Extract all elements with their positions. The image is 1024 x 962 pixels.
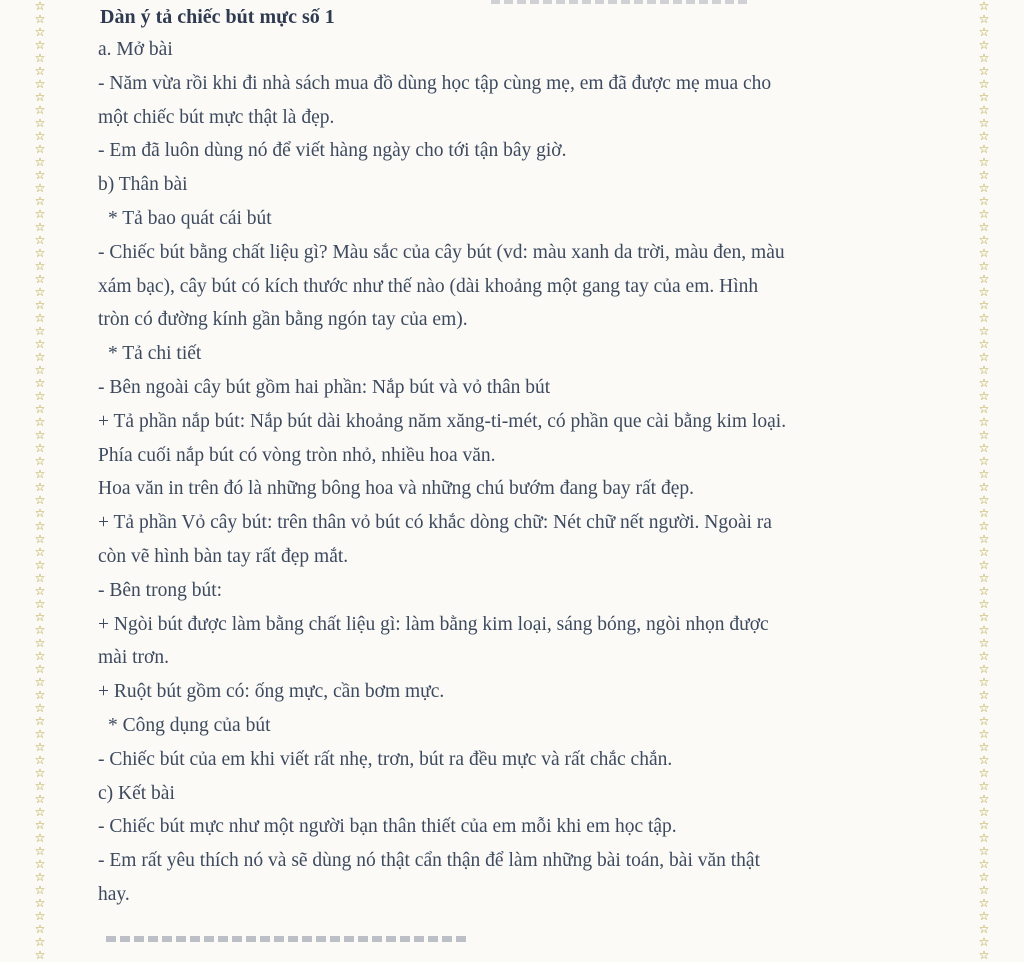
star-icon: ☆ xyxy=(34,896,46,910)
star-icon: ☆ xyxy=(978,545,990,559)
star-icon: ☆ xyxy=(978,701,990,715)
star-icon: ☆ xyxy=(978,766,990,780)
document-line: - Bên trong bút: xyxy=(98,579,223,601)
star-icon: ☆ xyxy=(978,493,990,507)
star-icon: ☆ xyxy=(978,389,990,403)
star-icon: ☆ xyxy=(978,90,990,104)
document-line: mài trơn. xyxy=(98,647,169,669)
star-icon: ☆ xyxy=(978,233,990,247)
star-icon: ☆ xyxy=(34,311,46,325)
document-line: Hoa văn in trên đó là những bông hoa và những chú bướm đang bay rất đẹp. xyxy=(98,478,695,500)
star-icon: ☆ xyxy=(978,311,990,325)
star-icon: ☆ xyxy=(34,428,46,442)
star-icon: ☆ xyxy=(34,792,46,806)
document-line: * Công dụng của bút xyxy=(108,715,271,736)
star-icon: ☆ xyxy=(34,662,46,676)
star-icon: ☆ xyxy=(978,883,990,897)
left-star-border xyxy=(18,0,62,962)
document-line: - Chiếc bút của em khi viết rất nhẹ, trơn, bút ra đều mực và rất chắc chắn. xyxy=(98,748,673,770)
star-icon: ☆ xyxy=(978,298,990,312)
star-icon: ☆ xyxy=(34,285,46,299)
star-icon: ☆ xyxy=(34,324,46,338)
star-icon: ☆ xyxy=(34,688,46,702)
star-icon: ☆ xyxy=(34,831,46,845)
star-icon: ☆ xyxy=(978,337,990,351)
star-icon: ☆ xyxy=(978,935,990,949)
star-icon: ☆ xyxy=(34,844,46,858)
star-icon: ☆ xyxy=(34,571,46,585)
star-icon: ☆ xyxy=(34,805,46,819)
star-icon: ☆ xyxy=(978,272,990,286)
cut-off-text-top xyxy=(491,0,751,4)
document-line: - Năm vừa rồi khi đi nhà sách mua đồ dùng học tập cùng mẹ, em đã được mẹ mua cho xyxy=(98,72,772,94)
star-icon: ☆ xyxy=(978,584,990,598)
star-icon: ☆ xyxy=(978,688,990,702)
star-icon: ☆ xyxy=(978,662,990,676)
star-icon: ☆ xyxy=(34,597,46,611)
star-icon: ☆ xyxy=(978,324,990,338)
star-icon: ☆ xyxy=(978,142,990,156)
right-star-border xyxy=(962,0,1006,962)
star-icon: ☆ xyxy=(34,51,46,65)
star-icon: ☆ xyxy=(34,350,46,364)
star-icon: ☆ xyxy=(34,389,46,403)
star-icon: ☆ xyxy=(978,38,990,52)
star-icon: ☆ xyxy=(978,129,990,143)
star-icon: ☆ xyxy=(34,90,46,104)
star-icon: ☆ xyxy=(34,441,46,455)
document-line: Phía cuối nắp bút có vòng tròn nhỏ, nhiều hoa văn. xyxy=(98,444,496,466)
star-icon: ☆ xyxy=(978,480,990,494)
star-icon: ☆ xyxy=(978,532,990,546)
document-line: b) Thân bài xyxy=(98,174,188,196)
document-line: còn vẽ hình bàn tay rất đẹp mắt. xyxy=(98,546,349,567)
star-icon: ☆ xyxy=(34,766,46,780)
document-page xyxy=(96,0,958,942)
star-icon: ☆ xyxy=(34,25,46,39)
document-line: tròn có đường kính gần bằng ngón tay của em). xyxy=(98,309,468,331)
star-icon: ☆ xyxy=(978,896,990,910)
star-icon: ☆ xyxy=(978,51,990,65)
star-icon: ☆ xyxy=(34,909,46,923)
star-icon: ☆ xyxy=(34,272,46,286)
star-icon: ☆ xyxy=(34,129,46,143)
star-icon: ☆ xyxy=(34,415,46,429)
star-icon: ☆ xyxy=(978,636,990,650)
star-icon: ☆ xyxy=(34,623,46,637)
star-icon: ☆ xyxy=(978,623,990,637)
star-icon: ☆ xyxy=(34,77,46,91)
star-icon: ☆ xyxy=(34,610,46,624)
document-line: xám bạc), cây bút có kích thước như thế nào (dài khoảng một gang tay của em. Hình xyxy=(98,275,759,297)
star-icon: ☆ xyxy=(978,207,990,221)
star-icon: ☆ xyxy=(978,571,990,585)
star-icon: ☆ xyxy=(978,506,990,520)
document-line: hay. xyxy=(98,884,130,905)
star-icon: ☆ xyxy=(34,779,46,793)
star-icon: ☆ xyxy=(34,870,46,884)
star-icon: ☆ xyxy=(34,753,46,767)
star-icon: ☆ xyxy=(34,480,46,494)
star-icon: ☆ xyxy=(978,155,990,169)
star-icon: ☆ xyxy=(978,779,990,793)
star-icon: ☆ xyxy=(34,207,46,221)
star-icon: ☆ xyxy=(34,740,46,754)
star-icon: ☆ xyxy=(34,519,46,533)
star-icon: ☆ xyxy=(34,701,46,715)
star-icon: ☆ xyxy=(34,168,46,182)
star-icon: ☆ xyxy=(34,636,46,650)
star-icon: ☆ xyxy=(978,714,990,728)
document-line: - Em rất yêu thích nó và sẽ dùng nó thật cẩn thận để làm những bài toán, bài văn thật xyxy=(98,850,761,872)
star-icon: ☆ xyxy=(978,220,990,234)
document-line: a. Mở bài xyxy=(98,39,173,60)
star-icon: ☆ xyxy=(34,0,46,13)
star-icon: ☆ xyxy=(34,857,46,871)
star-icon: ☆ xyxy=(978,64,990,78)
star-icon: ☆ xyxy=(978,740,990,754)
star-icon: ☆ xyxy=(978,519,990,533)
star-icon: ☆ xyxy=(978,467,990,481)
star-icon: ☆ xyxy=(34,818,46,832)
star-icon: ☆ xyxy=(34,337,46,351)
document-line: một chiếc bút mực thật là đẹp. xyxy=(98,106,335,128)
star-icon: ☆ xyxy=(978,428,990,442)
star-icon: ☆ xyxy=(34,376,46,390)
star-icon: ☆ xyxy=(34,103,46,117)
star-icon: ☆ xyxy=(34,155,46,169)
star-icon: ☆ xyxy=(34,246,46,260)
star-icon: ☆ xyxy=(978,181,990,195)
star-icon: ☆ xyxy=(978,363,990,377)
document-line: + Ruột bút gồm có: ống mực, cần bơm mực. xyxy=(98,681,445,703)
star-icon: ☆ xyxy=(978,844,990,858)
star-icon: ☆ xyxy=(34,883,46,897)
star-icon: ☆ xyxy=(978,818,990,832)
star-icon: ☆ xyxy=(34,714,46,728)
star-icon: ☆ xyxy=(34,727,46,741)
star-icon: ☆ xyxy=(978,831,990,845)
star-icon: ☆ xyxy=(978,0,990,13)
star-icon: ☆ xyxy=(978,649,990,663)
star-icon: ☆ xyxy=(978,948,990,962)
star-icon: ☆ xyxy=(978,285,990,299)
document-line: - Em đã luôn dùng nó để viết hàng ngày cho tới tận bây giờ. xyxy=(98,140,567,162)
document-line: + Tả phần Vỏ cây bút: trên thân vỏ bút có khắc dòng chữ: Nét chữ nết người. Ngoài ra xyxy=(98,512,772,534)
star-icon: ☆ xyxy=(978,597,990,611)
star-icon: ☆ xyxy=(978,441,990,455)
star-icon: ☆ xyxy=(978,610,990,624)
star-icon: ☆ xyxy=(978,194,990,208)
document-line: - Chiếc bút bằng chất liệu gì? Màu sắc của cây bút (vd: màu xanh da trời, màu đen, màu xyxy=(98,241,785,263)
star-icon: ☆ xyxy=(34,12,46,26)
star-icon: ☆ xyxy=(978,25,990,39)
star-icon: ☆ xyxy=(34,922,46,936)
star-icon: ☆ xyxy=(34,532,46,546)
star-icon: ☆ xyxy=(34,467,46,481)
document-line: - Bên ngoài cây bút gồm hai phần: Nắp bút và vỏ thân bút xyxy=(98,377,551,398)
star-icon: ☆ xyxy=(978,727,990,741)
star-icon: ☆ xyxy=(34,181,46,195)
star-icon: ☆ xyxy=(34,233,46,247)
star-icon: ☆ xyxy=(978,168,990,182)
star-icon: ☆ xyxy=(34,558,46,572)
star-icon: ☆ xyxy=(34,259,46,273)
star-icon: ☆ xyxy=(34,935,46,949)
document-line: - Chiếc bút mực như một người bạn thân thiết của em mỗi khi em học tập. xyxy=(98,816,677,838)
star-icon: ☆ xyxy=(978,675,990,689)
star-icon: ☆ xyxy=(34,649,46,663)
star-icon: ☆ xyxy=(978,77,990,91)
document-line: c) Kết bài xyxy=(98,782,175,804)
star-icon: ☆ xyxy=(978,805,990,819)
star-icon: ☆ xyxy=(34,675,46,689)
star-icon: ☆ xyxy=(34,194,46,208)
document-line: + Ngòi bút được làm bằng chất liệu gì: làm bằng kim loại, sáng bóng, ngòi nhọn được xyxy=(98,613,769,635)
star-icon: ☆ xyxy=(34,142,46,156)
document-line: * Tả chi tiết xyxy=(108,343,202,365)
document-line: + Tả phần nắp bút: Nắp bút dài khoảng năm xăng-ti-mét, có phần que cài bằng kim loại. xyxy=(98,410,787,432)
star-icon: ☆ xyxy=(978,259,990,273)
star-icon: ☆ xyxy=(34,220,46,234)
star-icon: ☆ xyxy=(34,584,46,598)
star-icon: ☆ xyxy=(34,64,46,78)
star-icon: ☆ xyxy=(978,116,990,130)
star-icon: ☆ xyxy=(978,350,990,364)
star-icon: ☆ xyxy=(978,415,990,429)
star-icon: ☆ xyxy=(978,246,990,260)
star-icon: ☆ xyxy=(978,103,990,117)
star-icon: ☆ xyxy=(978,753,990,767)
star-icon: ☆ xyxy=(978,402,990,416)
star-icon: ☆ xyxy=(34,493,46,507)
star-icon: ☆ xyxy=(978,909,990,923)
star-icon: ☆ xyxy=(978,792,990,806)
star-icon: ☆ xyxy=(34,402,46,416)
document-line: * Tả bao quát cái bút xyxy=(108,208,272,229)
star-icon: ☆ xyxy=(34,116,46,130)
document-title: Dàn ý tả chiếc bút mực số 1 xyxy=(100,6,335,28)
star-icon: ☆ xyxy=(978,454,990,468)
star-icon: ☆ xyxy=(978,922,990,936)
star-icon: ☆ xyxy=(34,454,46,468)
star-icon: ☆ xyxy=(34,948,46,962)
star-icon: ☆ xyxy=(34,38,46,52)
star-icon: ☆ xyxy=(34,298,46,312)
star-icon: ☆ xyxy=(978,857,990,871)
star-icon: ☆ xyxy=(978,376,990,390)
star-icon: ☆ xyxy=(978,558,990,572)
cut-off-text-bottom xyxy=(106,936,466,942)
star-icon: ☆ xyxy=(978,870,990,884)
star-icon: ☆ xyxy=(34,363,46,377)
star-icon: ☆ xyxy=(34,506,46,520)
star-icon: ☆ xyxy=(34,545,46,559)
star-icon: ☆ xyxy=(978,12,990,26)
